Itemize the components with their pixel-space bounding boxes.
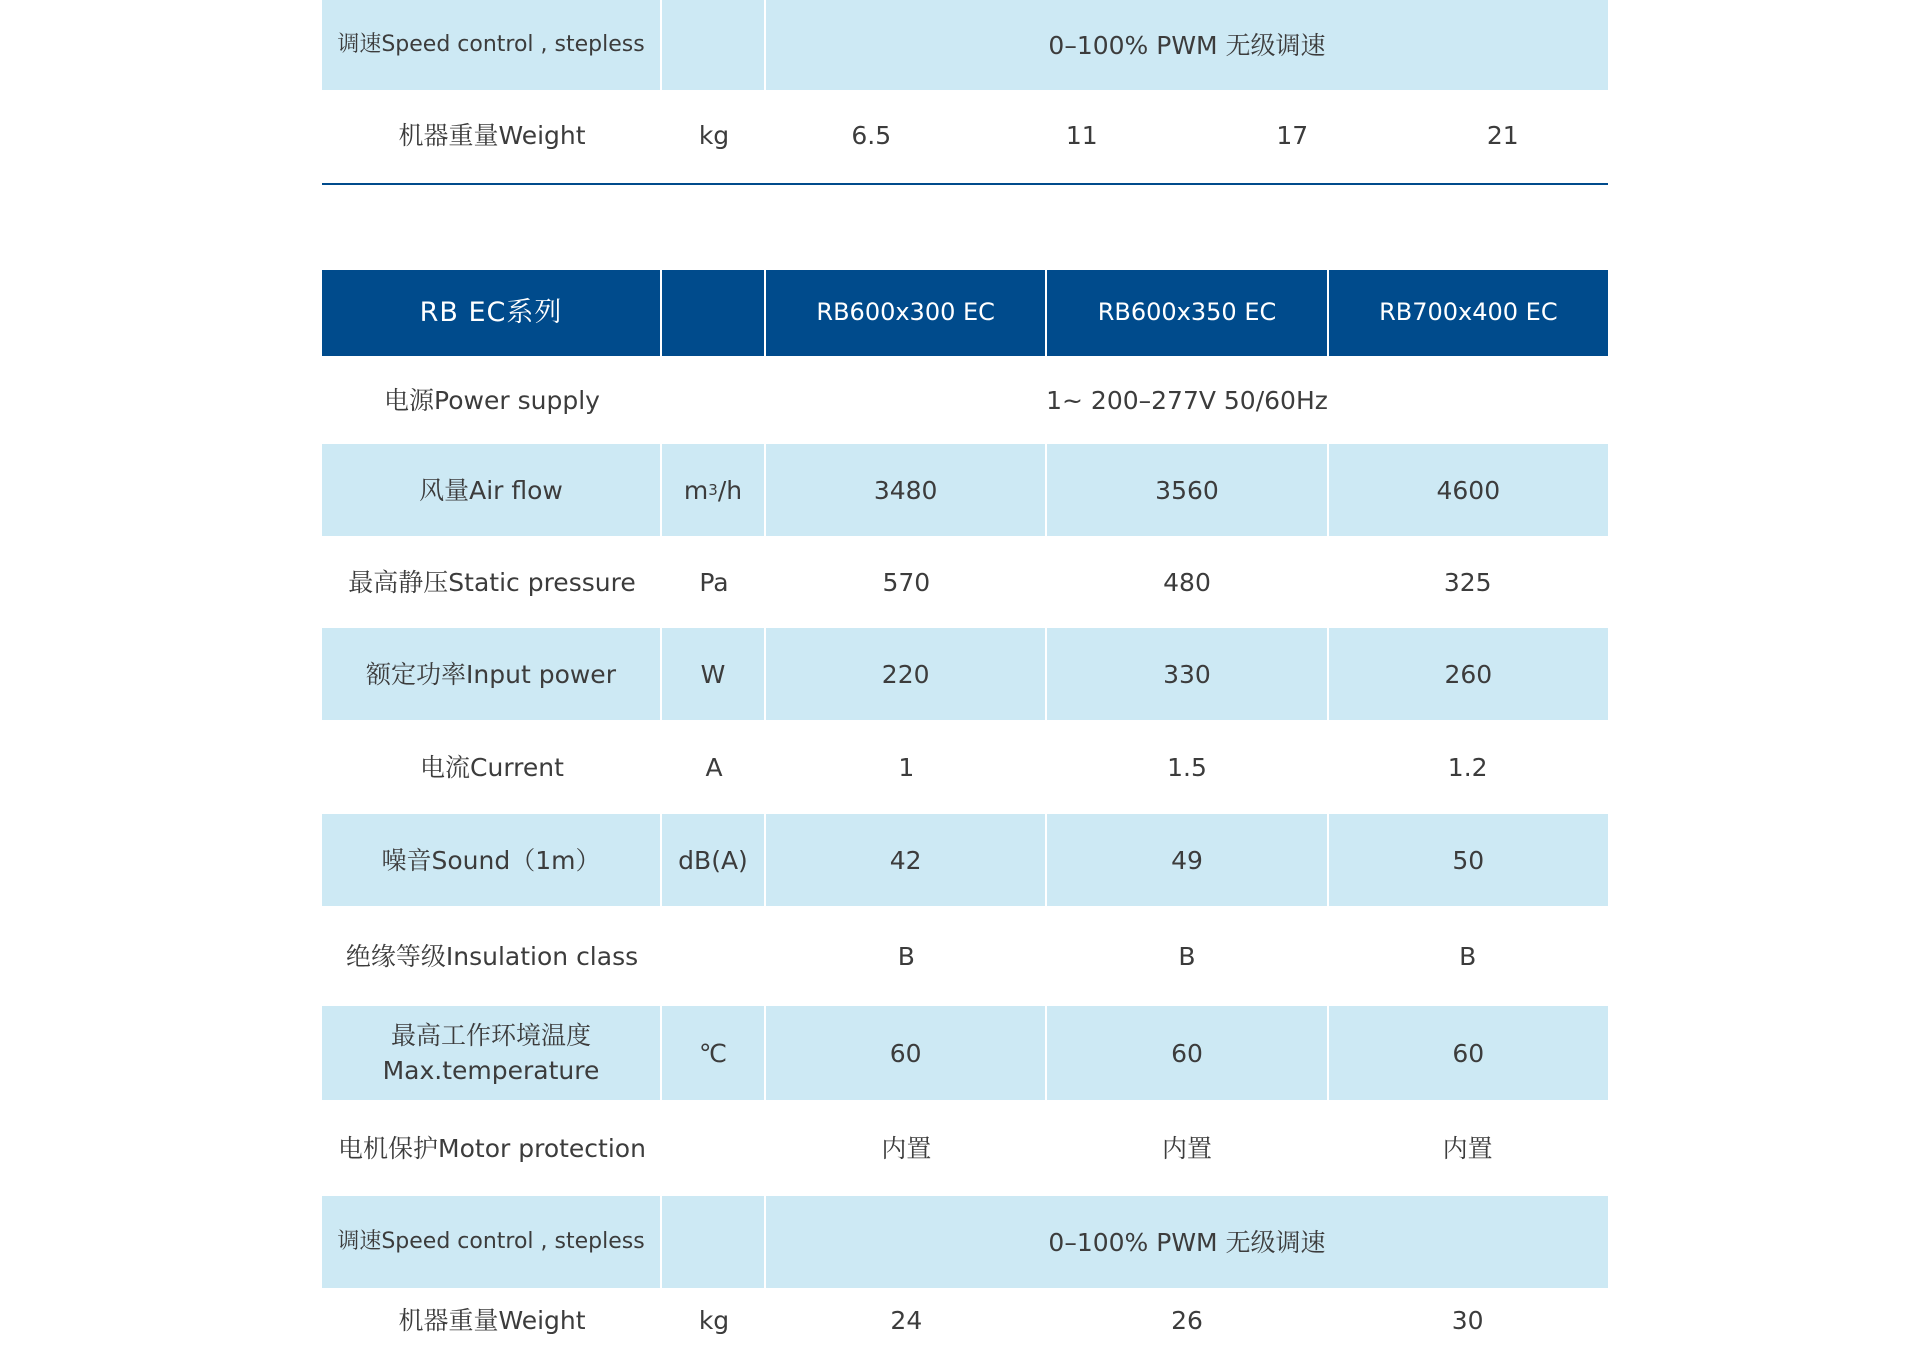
row-value: 24: [890, 1306, 923, 1335]
row-value: 4600: [1436, 475, 1501, 505]
row-value: 3560: [1047, 444, 1328, 536]
row-unit: A: [705, 752, 723, 782]
row-value: 480: [1163, 567, 1211, 597]
row-label: 机器重量Weight: [398, 120, 586, 150]
row-value: 26: [1171, 1306, 1203, 1335]
row-value: 42: [766, 814, 1047, 906]
current-row: [322, 720, 1608, 814]
row-span-value: 0–100% PWM 无级调速: [1048, 1227, 1326, 1257]
motor-protection-row: [322, 1100, 1608, 1196]
row-label: 额定功率Input power: [322, 628, 662, 720]
sound-row: [322, 814, 1608, 906]
row-unit: kg: [698, 120, 730, 150]
row-value: 50: [1452, 845, 1485, 875]
row-value: 内置: [1442, 1133, 1493, 1163]
row-value: 6.5: [851, 120, 892, 150]
row-value: 内置: [1162, 1133, 1213, 1163]
row-label: 电源Power supply: [384, 385, 600, 415]
air-flow-row: [322, 444, 1608, 536]
row-value: 1: [898, 752, 915, 782]
row-value: 220: [766, 628, 1047, 720]
top-weight-row: [322, 90, 1608, 180]
row-value: 60: [1047, 1006, 1328, 1100]
weight-row: [322, 1288, 1608, 1353]
model-header: RB600x350 EC: [1047, 270, 1328, 356]
row-unit: Pa: [699, 567, 729, 597]
row-value: 330: [1047, 628, 1328, 720]
row-value: 3480: [766, 444, 1047, 536]
table-bottom-rule: [322, 183, 1608, 185]
row-label-line2: Max.temperature: [382, 1056, 600, 1085]
row-unit: ℃: [662, 1006, 766, 1100]
row-value: 17: [1276, 120, 1309, 150]
row-value: 325: [1443, 567, 1492, 597]
row-value: 11: [1065, 120, 1098, 150]
header-unit: [662, 270, 766, 356]
row-value: 49: [1047, 814, 1328, 906]
model-header: RB600x300 EC: [766, 270, 1047, 356]
max-temperature-row: [322, 1006, 1608, 1100]
row-value: 1.2: [1447, 752, 1488, 782]
row-label: 电流Current: [420, 752, 564, 782]
row-unit: [662, 1196, 766, 1288]
series-title: RB EC系列: [322, 270, 662, 356]
unit-base: m: [683, 475, 709, 505]
power-supply-row: [322, 356, 1608, 444]
row-value: B: [1459, 941, 1477, 971]
model-header: RB700x400 EC: [1379, 298, 1558, 327]
rb-header-row: [322, 270, 1608, 356]
row-label: 调速Speed control , stepless: [322, 1196, 662, 1288]
unit-tail: /h: [717, 475, 743, 505]
row-label: 电机保护Motor protection: [338, 1133, 646, 1163]
row-label: [322, 1006, 662, 1100]
row-unit: dB(A): [662, 814, 766, 906]
row-unit: m 3 /h: [662, 444, 766, 536]
row-value: 30: [1451, 1306, 1484, 1335]
row-label: 绝缘等级Insulation class: [345, 941, 639, 971]
row-value: 570: [882, 567, 931, 597]
row-value: B: [897, 941, 915, 971]
row-unit: [662, 0, 766, 90]
row-label: 机器重量Weight: [398, 1306, 586, 1335]
row-unit: W: [662, 628, 766, 720]
row-value: 60: [766, 1006, 1047, 1100]
row-value: 内置: [881, 1133, 932, 1163]
row-label: 风量Air flow: [322, 444, 662, 536]
row-value: B: [1178, 941, 1196, 971]
row-span-value: 1~ 200–277V 50/60Hz: [1046, 385, 1328, 415]
row-label: 噪音Sound（1m）: [322, 814, 662, 906]
row-unit: kg: [698, 1306, 730, 1335]
row-span-value: 0–100% PWM 无级调速: [1048, 30, 1326, 60]
row-unit: [662, 906, 766, 1006]
input-power-row: [322, 628, 1608, 720]
row-value: 60: [1452, 1038, 1485, 1068]
row-value: 21: [1486, 120, 1519, 150]
top-speed-control-row: [322, 0, 1608, 90]
row-unit: [662, 1100, 766, 1196]
row-label: 最高静压Static pressure: [348, 567, 636, 597]
insulation-class-row: [322, 906, 1608, 1006]
row-label: 调速Speed control , stepless: [322, 0, 662, 90]
row-value: 1.5: [1167, 752, 1207, 782]
row-label-line1: 最高工作环境温度: [390, 1021, 591, 1050]
speed-control-row: [322, 1196, 1608, 1288]
row-unit: [662, 356, 766, 444]
row-value: 260: [1444, 659, 1493, 689]
static-pressure-row: [322, 536, 1608, 628]
